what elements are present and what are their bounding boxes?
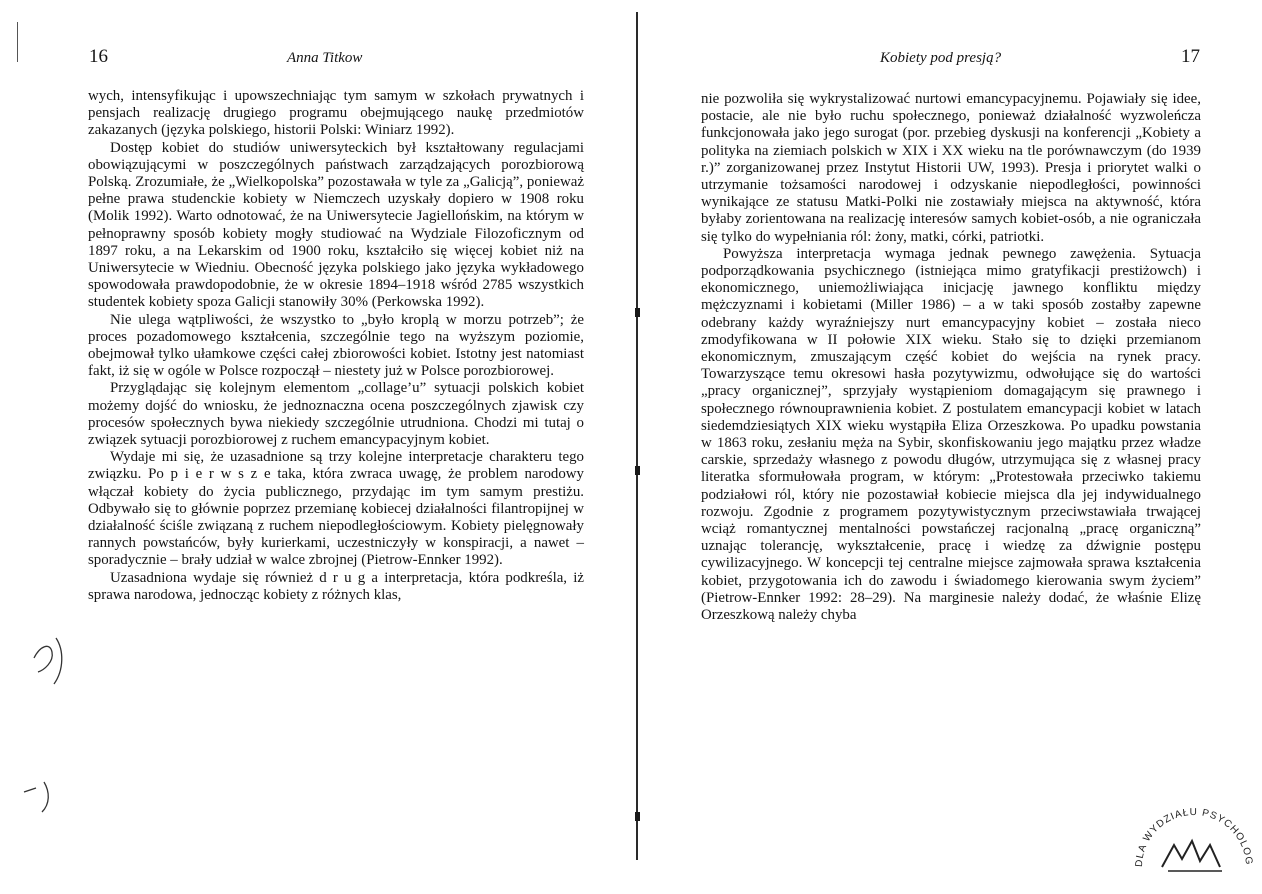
left-paragraph-1: wych, intensyfikując i upowszechniając tym samym w szkołach prywatnych i pensjach realizację drugiego programu obejmującego naukę przedmiotów zakazanych (języka polskiego, historii Polski: Winiarz 1992). [88, 88, 584, 139]
left-paragraph-2: Dostęp kobiet do studiów uniwersyteckich był kształtowany regulacjami obowiązującymi w poszczególnych państwach zarządzających porozbiorową Polską. Zrozumiałe, że „Wielkopolska” pozostawała w tyle za „Galicją”, ponieważ pełne prawa studenckie kobiety w Niemczech uzyskały dopiero w 1908 roku (Molik 1992). Warto odnotować, że na Uniwersytecie Jagiellońskim, na którym w pełnoprawny sposób kobiety mogły studiować na Wydziale Filozoficznym od 1897 roku, a na Lekarskim od 1900 roku, kształciło się więcej kobiet niż na Uniwersytecie w Wiedniu. Obecność języka polskiego jako języka wykładowego spowodowała prawdopodobnie, że w okresie 1894–1918 wśród 2785 wszystkich studentek kobiety spoza Galicji stanowiły 30% (Perkowska 1992). [88, 139, 584, 311]
stamp-text: DLA WYDZIAŁU PSYCHOLOG [1133, 806, 1255, 868]
right-running-head: Kobiety pod presją? [880, 50, 1002, 66]
left-running-head: Anna Titkow [287, 50, 363, 66]
right-paragraph-2: Powyższa interpretacja wymaga jednak pewnego zawężenia. Sytuacja podporządkowania psychicznego (istniejąca mimo gratyfikacji prestiżowch) i ekonomicznego, uniemożliwiająca inicjację jawnego konfliktu między mężczyznami i kobietami (Miller 1986) – a w taki sposób zostałby zapewne odebrany każdy wyraźniejszy nurt emancypacyjny kobiet – została nieco zmodyfikowana w II połowie XIX wieku. Stało się to dzięki przemianom ekonomicznym, zmuszającym część kobiet do wejścia na rynek pracy. Towarzyszące temu okresowi hasła pozytywizmu, odwołujące się do wartości „pracy organicznej”, sprzyjały wystąpieniom domagającym się prawnego i społecznego równouprawnienia kobiet. Z postulatem emancypacji kobiet w latach siedemdziesiątych XIX wieku wystąpiła Eliza Orzeszkowa. Po upadku powstania w 1863 roku, zesłaniu męża na Sybir, skonfiskowaniu jego majątku przez władze carskie, sprzedaży własnego z powodu długów, utrzymująca się z własnej pracy literatka sformułowała program, w którym: „Protestowała przeciwko takiemu podziałowi ról, który nie pozostawiał kobiecie miejsca dla jej indywidualnego rozwoju. Zgodnie z programem pozytywistycznym przeciwstawiała trwającej wciąż romantycznej mentalności powstańczej racjonalną „pracę organiczną” uznając tolerancję, wykształcenie, pracę i wiedzę za dźwignie postępu cywilizacyjnego. W koncepcji tej centralne miejsce zajmowała sprawa kształcenia kobiet, przygotowania ich do zawodu i świadomego kierowania swym życiem” (Pietrow-Ennker 1992: 28–29). Na marginesie należy dodać, że właśnie Elizę Orzeszkową należy chyba [701, 245, 1201, 624]
right-text-column [701, 91, 1201, 624]
scan-edge-mark [17, 22, 18, 62]
left-text-column [88, 88, 584, 604]
left-paragraph-4: Przyglądając się kolejnym elementom „collage’u” sytuacji polskich kobiet możemy dojść do wniosku, że jednoznaczna ocena poszczególnych zjawisk czy procesów społecznych bywa niekiedy szczególnie utrudniona. Chodzi mi tutaj o związek sytuacji porozbiorowej z ruchem emancypacyjnym kobiet. [88, 380, 584, 449]
left-paragraph-6: Uzasadniona wydaje się również d r u g a interpretacja, która podkreśla, iż sprawa narodowa, jednocząc kobiety z różnych klas, [88, 569, 584, 603]
book-gutter-line [636, 12, 638, 860]
right-paragraph-1: nie pozwoliła się wykrystalizować nurtowi emancypacyjnemu. Pojawiały się idee, postacie, ale nie było ruchu społecznego, ponieważ działalność wyzwoleńcza funkcjonowała jako jego surogat (por. przebieg dyskusji na konferencji „Kobiety a polityka na ziemiach polskich w XIX i XX wieku na tle porównawczym (do 1939 r.)” zorganizowanej przez Instytut Historii UW, 1993). Presja i priorytet walki o utrzymanie tożsamości narodowej i odzyskanie niepodległości, powinności wynikające ze statusu Matki-Polki nie zostawiały miejsca na aktywność, która byłaby zorientowana na realizację interesów samych kobiet-osób, a nie ograniczała się tylko do wypełniania ról: żony, matki, córki, patriotki. [701, 91, 1201, 245]
left-page-number: 16 [89, 46, 108, 67]
left-paragraph-3: Nie ulega wątpliwości, że wszystko to „było kroplą w morzu potrzeb”; że proces pozadomowego kształcenia, szczególnie tego na wyższym poziomie, obejmował tylko ułamkowe części całej zbiorowości kobiet. Istotny jest natomiast fakt, iż się w ogóle w Polsce rozpoczął – niestety już w Polsce porozbiorowej. [88, 311, 584, 380]
left-page [0, 0, 630, 894]
handwritten-margin-marks [20, 632, 70, 822]
library-stamp [1122, 775, 1262, 875]
right-page-number: 17 [1181, 46, 1200, 67]
svg-text:DLA WYDZIAŁU PSYCHOLOGII [1122, 775, 1254, 867]
left-paragraph-5: Wydaje mi się, że uzasadnione są trzy kolejne interpretacje charakteru tego związku. Po p i e r w s z e taka, która zwraca uwagę, że problem narodowy włączał kobiety do życia publicznego, przydając im tym samym prestiżu. Odbywało się to głównie poprzez przemianę kobiecej działalności filantropijnej w działalność ściśle związaną z ruchem niepodległościowym. Kobiety pielęgnowały rannych powstańców, były kurierkami, uczestniczyły w konspiracji, a nawet – sporadycznie – brały udział w walce zbrojnej (Pietrow-Ennker 1992). [88, 449, 584, 569]
